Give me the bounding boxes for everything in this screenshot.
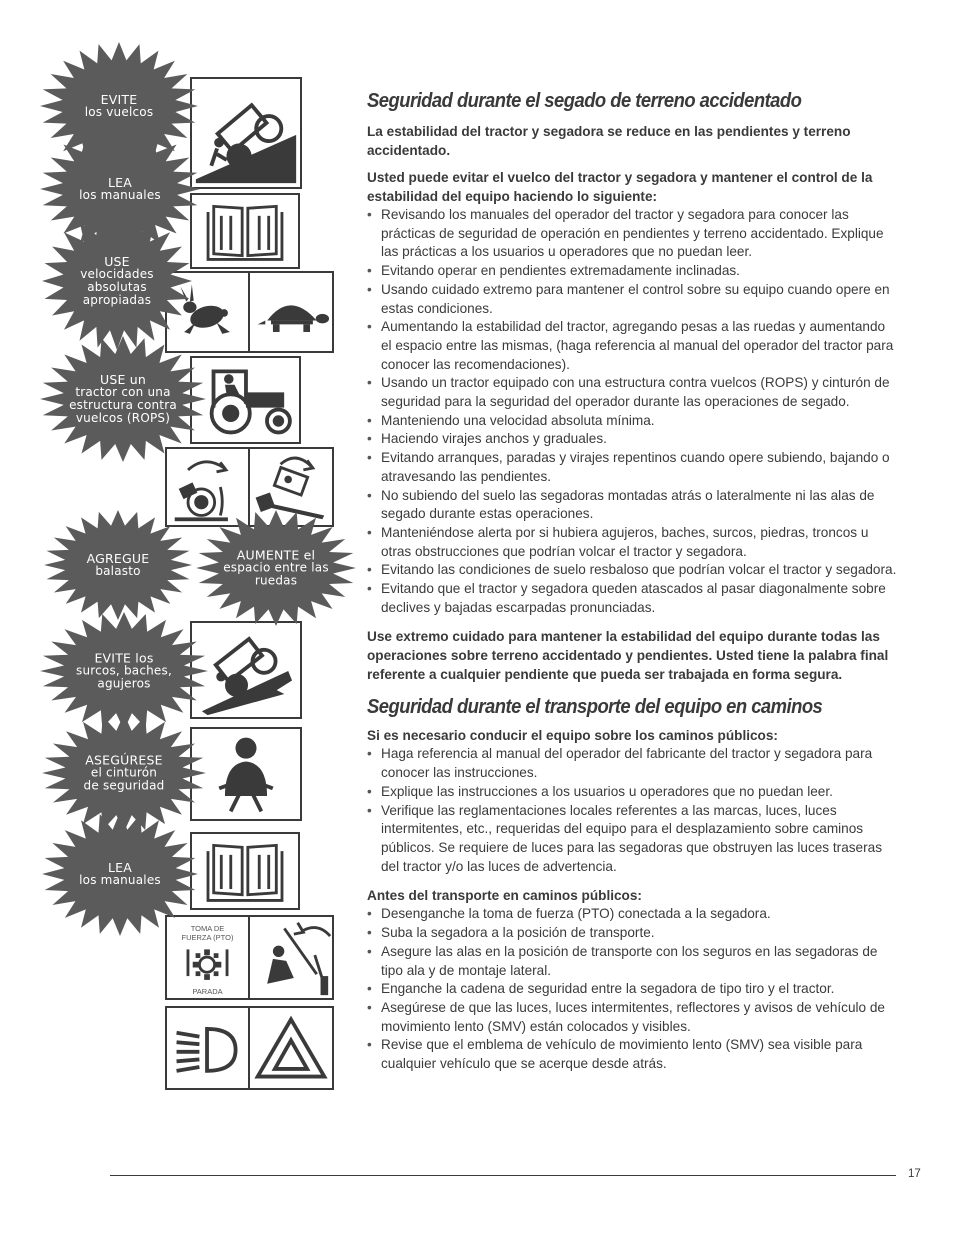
lights-pictogram — [165, 1006, 250, 1090]
burst-text-line: el cinturón — [90, 765, 158, 780]
pto-top-label: TOMA DE FUERZA (PTO) — [181, 924, 234, 942]
list-item: • Asegure las alas en la posición de transporte con los seguros en las segadoras de tipo ala y de montaje lateral. — [367, 943, 897, 980]
burst-text-line: AGREGUE — [86, 551, 150, 566]
list-item: • Explique las instrucciones a los usuarios u operadores que no puedan leer. — [367, 783, 897, 802]
burst-text-line: de seguridad — [83, 778, 165, 793]
list-item: • Desenganche la toma de fuerza (PTO) conectada a la segadora. — [367, 905, 897, 924]
section-title-road-transport: Seguridad durante el transporte del equipo en caminos — [367, 695, 823, 719]
list-item: • Haga referencia al manual del operador del fabricante del tractor y segadora para conocer las instrucciones. — [367, 745, 897, 782]
rough-terrain-intro: La estabilidad del tractor y segadora se reduce en las pendientes y terreno accidentado. — [367, 124, 851, 158]
list-item: • Asegúrese de que las luces, luces intermitentes, reflectores y avisos de vehículo de movimiento lento (SMV) están colocados y visibles. — [367, 999, 897, 1036]
list-item: • Suba la segadora a la posición de transporte. — [367, 924, 897, 943]
tractor-rollover-icon — [192, 79, 300, 187]
burst-text-line: los manuales — [79, 188, 161, 202]
seatbelt-operator-icon — [192, 729, 300, 819]
list-item: • Evitando arranques, paradas y virajes repentinos cuando opere subiendo, bajando o atravesando las pendientes. — [367, 449, 897, 486]
list-item: • Evitando operar en pendientes extremadamente inclinadas. — [367, 262, 897, 281]
rough-terrain-lead: Usted puede evitar el vuelco del tractor y segadora y mantener el control de la estabilidad del equipo haciendo lo siguiente: — [367, 170, 873, 204]
burst-text-line: LEA — [107, 860, 132, 875]
seatbelt-pictogram — [190, 727, 302, 821]
text-column — [367, 88, 897, 1074]
burst-add-ballast — [44, 510, 192, 620]
rollover-pictogram — [190, 77, 302, 189]
burst-text-line: USE — [104, 254, 130, 269]
burst-text-line: USE un — [100, 372, 146, 387]
burst-text-line: los vuelcos — [84, 105, 154, 119]
manual-book-icon — [192, 195, 298, 267]
burst-text-line: tractor con una — [75, 385, 171, 399]
list-item: • Aumentando la estabilidad del tractor, agregando pesas a las ruedas y aumentando el espacio entre las mismas, (haga referencia al manual del operador del tractor para conocer las recomendaciones). — [367, 318, 897, 374]
rough-terrain-closing: Use extremo cuidado para mantener la estabilidad del equipo durante todas las operaciones sobre terreno accidentado y pendientes. Usted tiene la palabra final referente a cualquier pendiente que pueda ser trabajada en forma segura. — [367, 629, 889, 683]
burst-use-speeds — [42, 212, 192, 350]
headlight-icon — [167, 1008, 248, 1088]
burst-wheel-spacing — [196, 510, 356, 626]
list-item: • Haciendo virajes anchos y graduales. — [367, 430, 897, 449]
burst-text-line: espacio entre las — [223, 560, 329, 575]
road-transport-bullets — [367, 745, 897, 876]
list-item: • No subiendo del suelo las segadoras montadas atrás o lateralmente ni las alas de segado durante estas operaciones. — [367, 487, 897, 524]
entanglement-pictogram — [248, 915, 334, 1000]
rops-tractor-icon — [192, 358, 299, 442]
list-item: • Evitando que el tractor y segadora queden atascados al pasar diagonalmente sobre declives y bajadas escarpadas pronunciadas. — [367, 580, 897, 617]
warning-pictogram — [248, 1006, 334, 1090]
list-item: • Revise que el emblema de vehículo de movimiento lento (SMV) sea visible para cualquier vehículo que se acerque desde atrás. — [367, 1036, 897, 1073]
turtle-icon — [250, 273, 332, 351]
road-transport-lead: Si es necesario conducir el equipo sobre los caminos públicos: — [367, 728, 778, 744]
manual-book-icon — [192, 834, 298, 908]
before-transport-bullets — [367, 905, 897, 1073]
burst-text-line: surcos, baches, — [76, 663, 172, 678]
rops-pictogram — [190, 356, 301, 444]
burst-text-line: estructura contra — [69, 398, 177, 412]
burst-text-line: ruedas — [254, 573, 298, 588]
burst-avoid-holes — [40, 612, 208, 730]
pto-bottom-label: PARADA — [192, 987, 223, 996]
pto-entanglement-icon — [250, 917, 332, 998]
list-item: • Usando cuidado extremo para mantener el control sobre su equipo cuando opere en estas condiciones. — [367, 281, 897, 318]
burst-text-line: balasto — [95, 564, 141, 578]
footer-rule — [110, 1175, 896, 1176]
burst-read-manuals-2 — [42, 812, 198, 936]
burst-text-line: LEA — [107, 175, 132, 190]
burst-text-line: velocidades — [80, 267, 154, 281]
burst-text-line: vuelcos (ROPS) — [75, 411, 171, 425]
burst-text-line: absolutas — [87, 280, 147, 294]
burst-text-line: EVITE los — [94, 650, 154, 666]
burst-text-line: EVITE — [100, 92, 138, 107]
burst-text-line: apropiadas — [82, 293, 152, 307]
rough-terrain-bullets — [367, 206, 897, 617]
manual-pictogram-2 — [190, 832, 300, 910]
speed-pictogram-turtle — [248, 271, 334, 353]
list-item: • Verifique las reglamentaciones locales referentes a las marcas, luces, luces intermitentes, etc., requeridas del equipo para el desplazamiento sobre caminos públicos. Se requiere de luces para las segadoras que obstruyen las luces traseras del tractor y/o las luces de advertencia. — [367, 802, 897, 877]
list-item: • Revisando los manuales del operador del tractor y segadora para conocer las prácticas de seguridad de operación en pendientes y terreno accidentado. Explique las prácticas a los usuarios u operadores que no puedan leer. — [367, 206, 897, 262]
list-item: • Evitando las condiciones de suelo resbaloso que podrían volcar el tractor y segadora. — [367, 561, 897, 580]
tractor-holes-rollover-icon — [192, 623, 300, 717]
burst-text-line: agujeros — [97, 676, 151, 691]
warning-triangle-icon — [250, 1008, 332, 1088]
list-item: • Manteniendo una velocidad absoluta mínima. — [367, 412, 897, 431]
burst-text-line: los manuales — [79, 873, 161, 887]
burst-text-line: AUMENTE el — [236, 547, 316, 563]
list-item: • Enganche la cadena de seguridad entre la segadora de tipo tiro y el tractor. — [367, 980, 897, 999]
list-item: • Usando un tractor equipado con una estructura contra vuelcos (ROPS) y cinturón de seguridad para la seguridad del operador durante las operaciones de segado. — [367, 374, 897, 411]
list-item: • Manteniéndose alerta por si hubiera agujeros, baches, surcos, piedras, troncos u otras obstrucciones que podrían volcar el tractor y segadora. — [367, 524, 897, 561]
before-transport-lead: Antes del transporte en caminos públicos: — [367, 888, 642, 904]
burst-text-line: ASEGÚRESE — [85, 752, 163, 768]
burst-use-rops — [40, 336, 206, 462]
page-number: 17 — [908, 1168, 921, 1180]
manual-pictogram — [190, 193, 300, 269]
section-title-rough-terrain: Seguridad durante el segado de terreno accidentado — [367, 89, 802, 112]
